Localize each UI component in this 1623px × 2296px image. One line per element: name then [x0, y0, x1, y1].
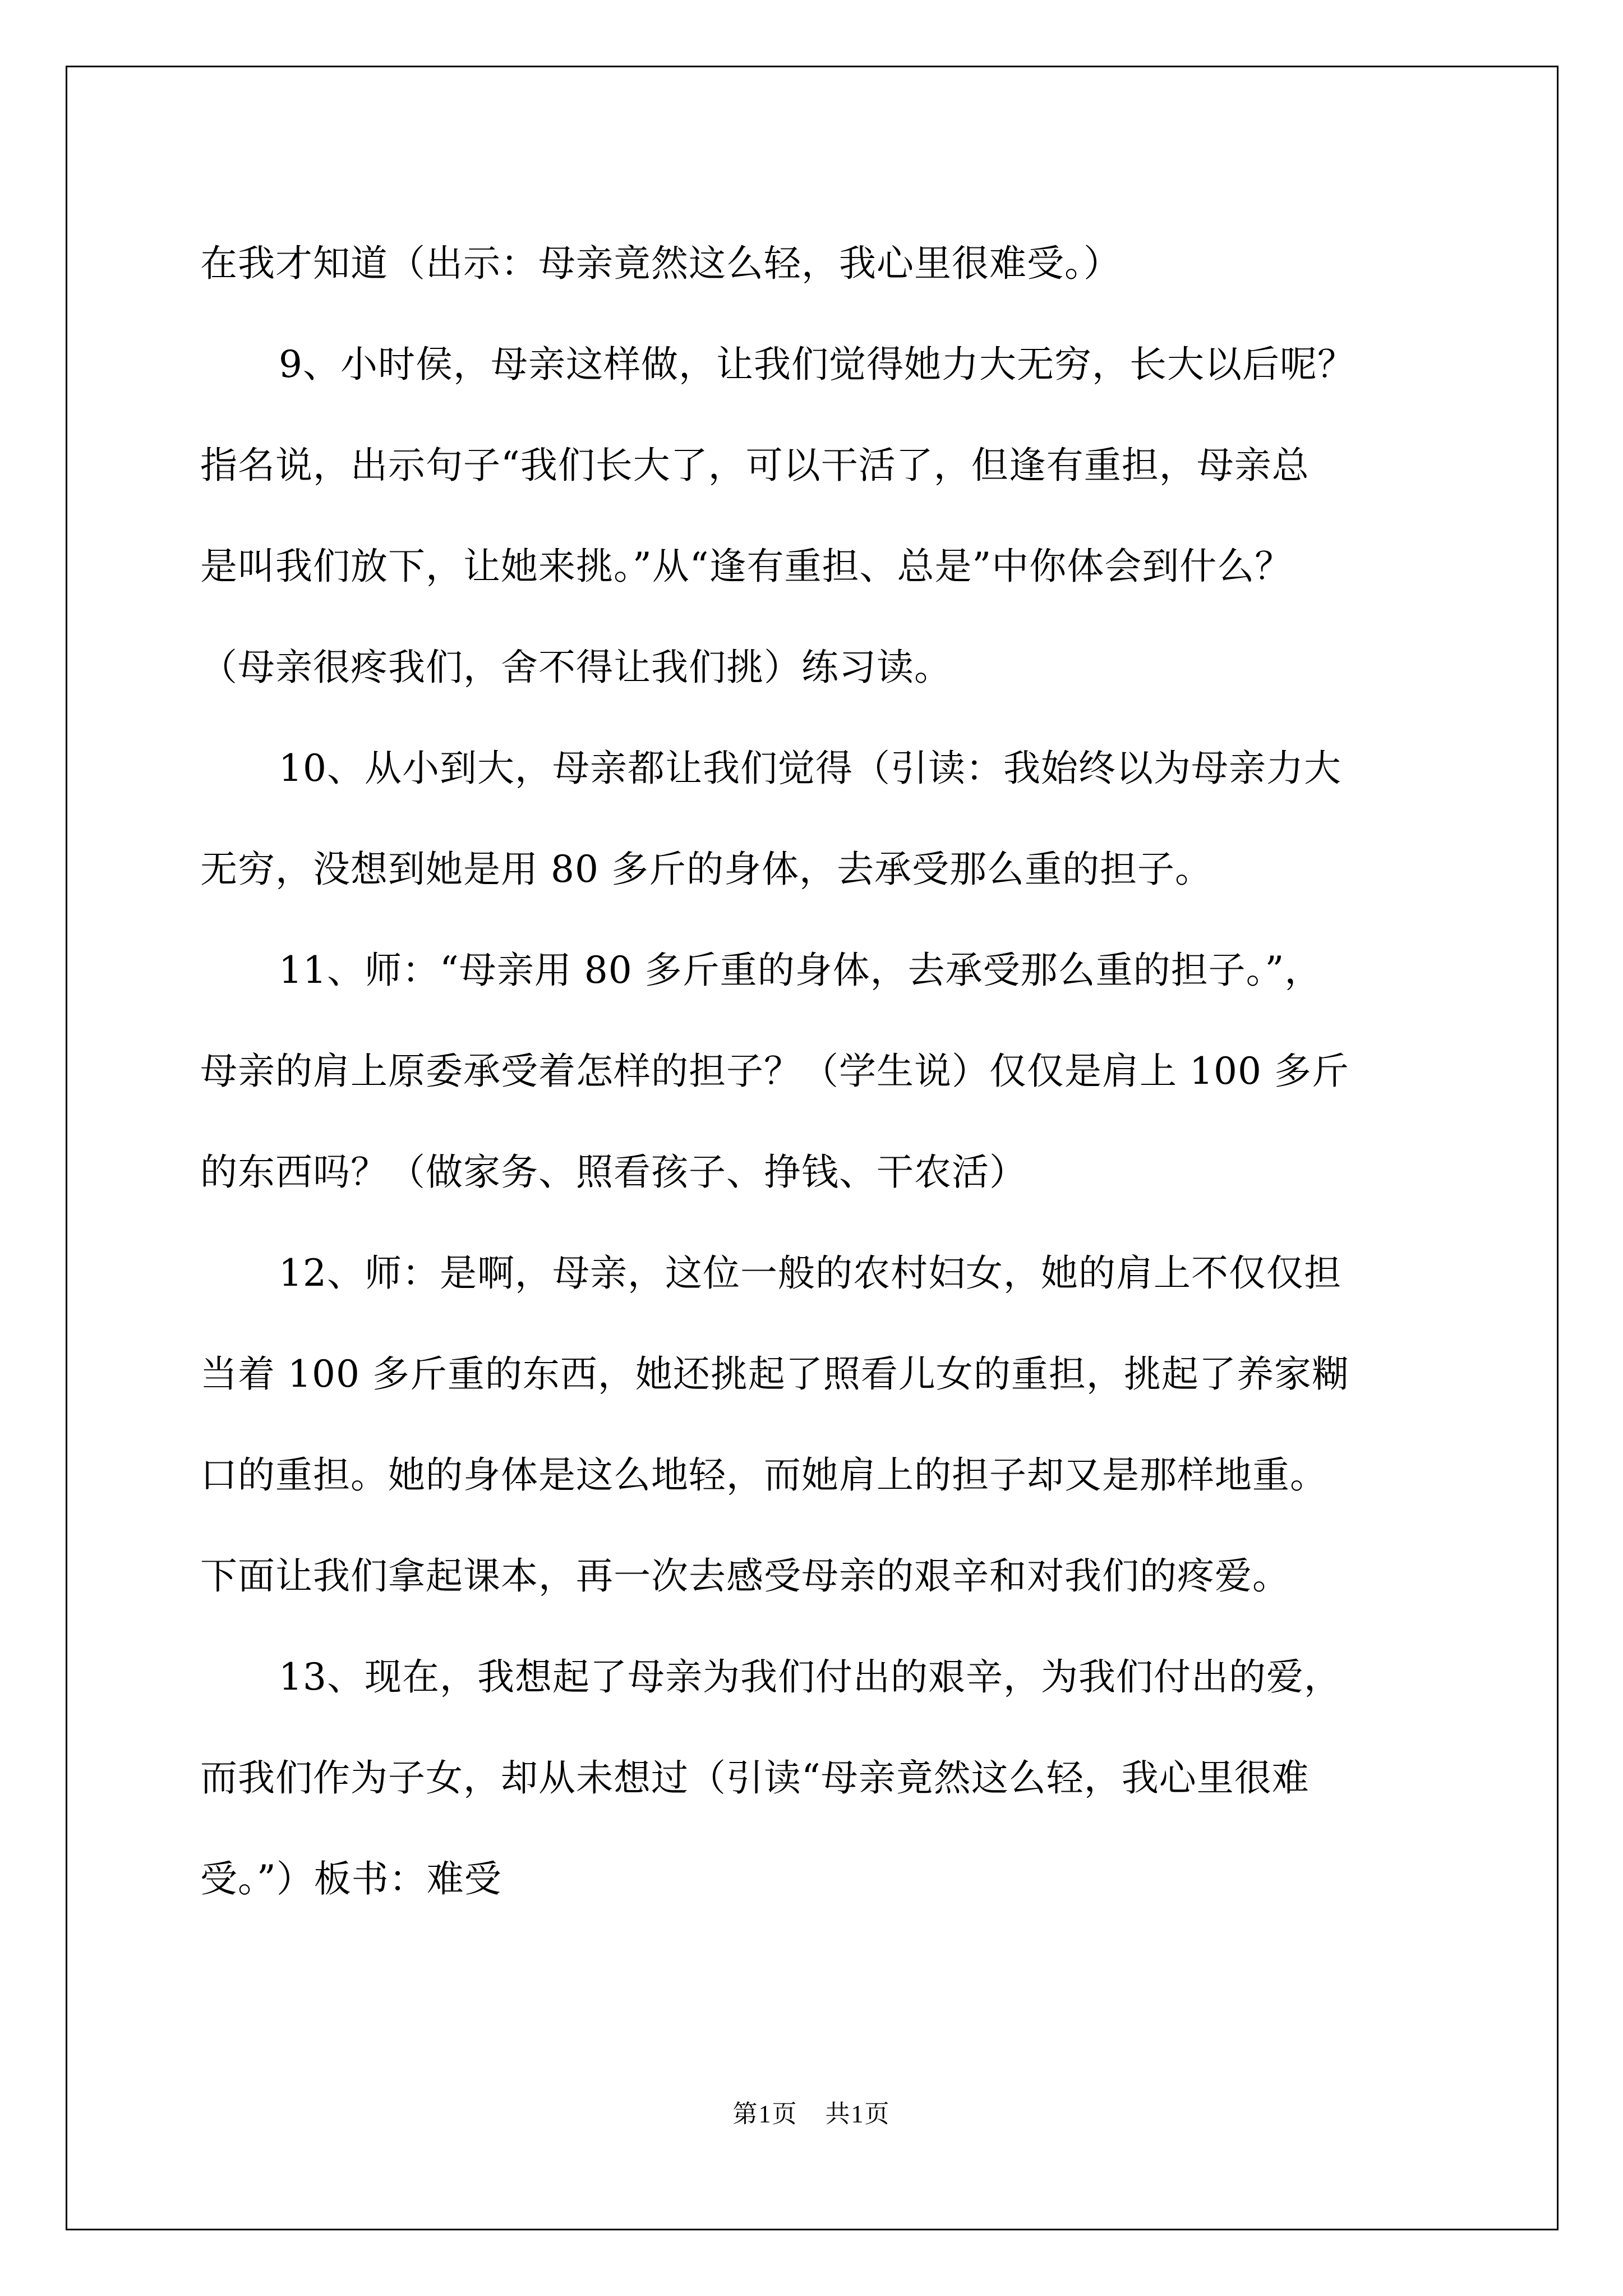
text-line: 下面让我们拿起课本，再一次去感受母亲的艰辛和对我们的疼爱。 [200, 1554, 1290, 1598]
text-line: 12、师：是啊，母亲，这位一般的农村妇女，她的肩上不仅仅担 [279, 1251, 1341, 1295]
text-line: （母亲很疼我们，舍不得让我们挑）练习读。 [200, 646, 952, 689]
document-body [200, 213, 1479, 1930]
page-footer [0, 2093, 1623, 2129]
text-line: 当着 100 多斤重的东西，她还挑起了照看儿女的重担，挑起了养家糊 [200, 1352, 1349, 1396]
text-line: 是叫我们放下，让她来挑。”从“逢有重担、总是”中你体会到什么？ [200, 545, 1293, 588]
text-line: 在我才知道（出示：母亲竟然这么轻，我心里很难受。） [200, 242, 1121, 285]
text-line: 10、从小到大，母亲都让我们觉得（引读：我始终以为母亲力大 [279, 747, 1341, 790]
page-number: 第1页 [732, 2100, 798, 2128]
text-line: 口的重担。她的身体是这么地轻，而她肩上的担子却又是那样地重。 [200, 1453, 1327, 1497]
text-line: 而我们作为子女，却从未想过（引读“母亲竟然这么轻，我心里很难 [200, 1756, 1310, 1800]
text-line: 受。”）板书：难受 [200, 1857, 502, 1901]
text-line: 母亲的肩上原委承受着怎样的担子？（学生说）仅仅是肩上 100 多斤 [200, 1050, 1349, 1093]
text-line: 无穷，没想到她是用 80 多斤的身体，去承受那么重的担子。 [200, 848, 1212, 891]
text-line: 13、现在，我想起了母亲为我们付出的艰辛，为我们付出的爱， [279, 1655, 1341, 1699]
text-line: 的东西吗？（做家务、照看孩子、挣钱、干农活） [200, 1151, 1027, 1194]
page-total: 共1页 [825, 2100, 891, 2128]
text-line: 9、小时侯，母亲这样做，让我们觉得她力大无穷，长大以后呢？ [279, 343, 1355, 386]
text-line: 指名说，出示句子“我们长大了，可以干活了，但逢有重担，母亲总 [200, 444, 1310, 487]
text-line: 11、师：“母亲用 80 多斤重的身体，去承受那么重的担子。”， [279, 949, 1322, 992]
